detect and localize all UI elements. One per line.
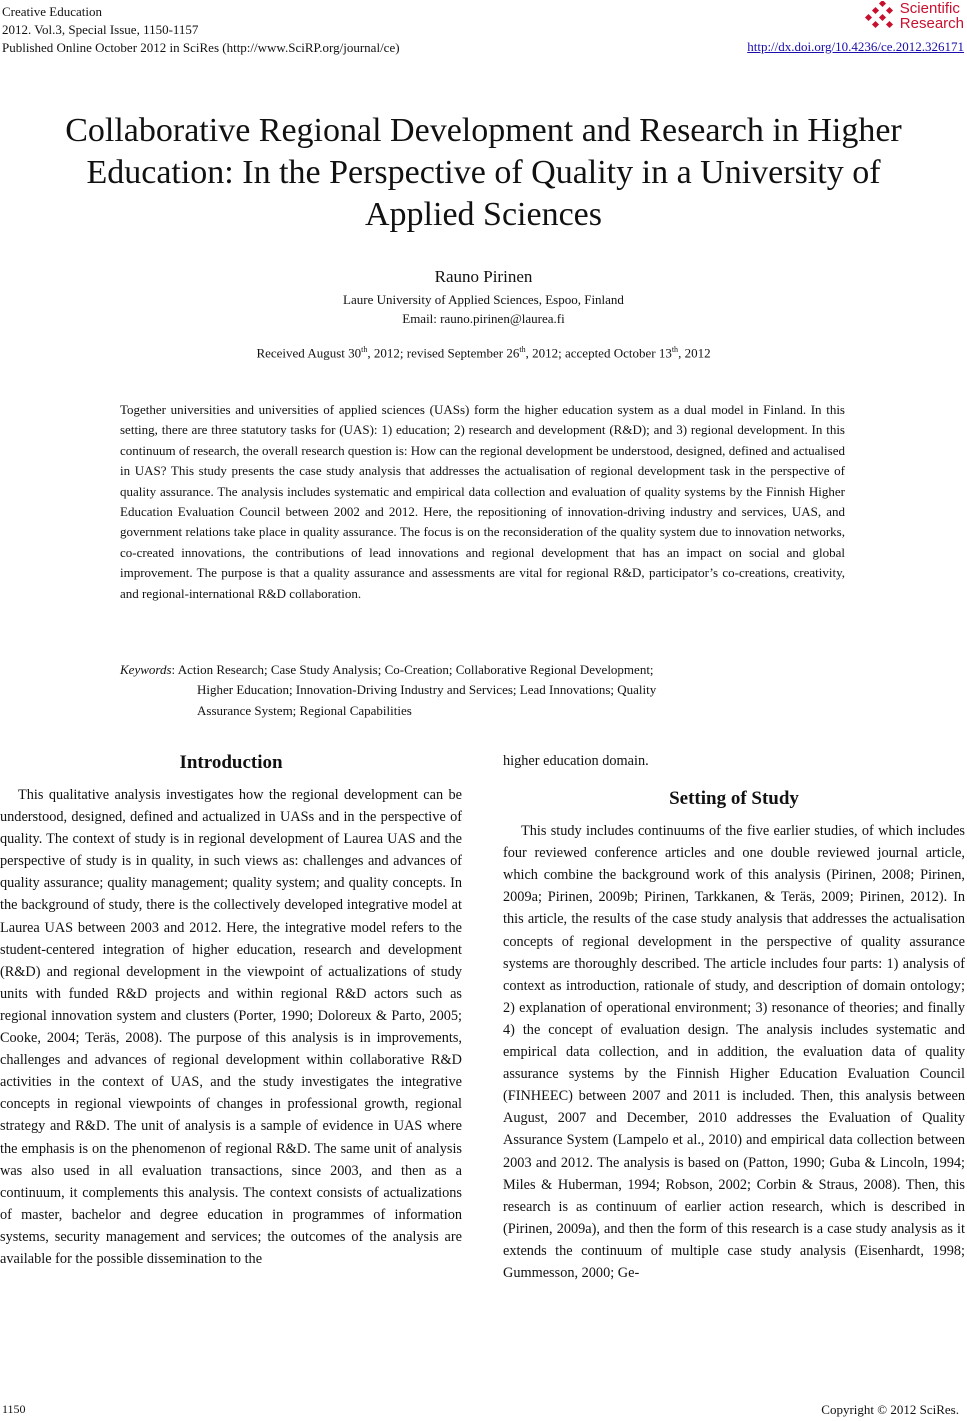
doi-link[interactable]: http://dx.doi.org/10.4236/ce.2012.326171 xyxy=(747,39,964,54)
received-part-1: Received August 30 xyxy=(256,345,362,361)
journal-issue: 2012. Vol.3, Special Issue, 1150-1157 xyxy=(2,22,199,37)
abstract-text: Together universities and universities of applied sciences (UASs) form the higher education system as a dual model in Finland. In this setting, there are three statutory tasks for (UAS): 1) education; 2) research and development (R&D); and 3) regional development. In this continuum of research, the overall research question is: How can the regional development be understood, designed, defined and actualised in UAS? This study presents the case study analysis that addresses the actualisation of regional development task in the perspective of quality assurance. The analysis includes systematic and empirical data collection and evaluation of quality systems by the Finnish Higher Education Evaluation Council between 2002 and 2012. Here, the repositioning of innovation-driving industry and services, UAS, and government relations take place in quality assurance. The focus is on the reconsideration of the quality system due to innovation networks, co-created innovations, the contributions of lead innovations and regional development that has an impact on social and global improvement. The purpose is that a quality assurance and assessments are vital for regional R&D, participator’s co-creations, creativity, and regional-international R&D collaboration. xyxy=(120,402,845,601)
copyright-notice: Copyright © 2012 SciRes. xyxy=(821,1402,959,1417)
received-sup-2: th xyxy=(519,345,526,354)
keywords-line-3: Assurance System; Regional Capabilities xyxy=(197,702,412,718)
keywords-block: Keywords: Action Research; Case Study Analysis; Co-Creation; Collaborative Regional Development; Higher Education; Innovation-Driving Industry and Services; Lead Innovations; Quality Assurance System; Regional Capabilities xyxy=(120,660,845,721)
received-sup-1: th xyxy=(361,345,368,354)
introduction-heading: Introduction xyxy=(179,752,283,773)
logo-icon xyxy=(864,1,898,31)
author-affiliation: Laure University of Applied Sciences, Espoo, Finland xyxy=(343,292,624,307)
author-email: Email: rauno.pirinen@laurea.fi xyxy=(402,311,565,326)
title-line-1: Collaborative Regional Development and Research in Higher xyxy=(65,112,902,149)
publication-info: Published Online October 2012 in SciRes (http://www.SciRP.org/journal/ce) xyxy=(2,40,400,55)
left-column xyxy=(0,750,462,1270)
received-part-2: , 2012; revised September 26 xyxy=(367,345,520,361)
received-sup-3: th xyxy=(671,345,679,354)
introduction-paragraph: This qualitative analysis investigates how the regional development can be understood, designed, defined and actualized in UASs and in the perspective of quality. The context of study is in regional development of Laurea UAS and the perspective of study is in quality, in such views as: challenges and advances of quality assurance; quality management; quality system; and quality concepts. In the background of study, there is the collectively developed integrative model at Laurea UAS between 2003 and 2012. Here, the integrative model refers to the student-centered integration of higher education, research and development (R&D) and regional development in the viewpoint of actualizations of study units with funded R&D projects and within regional R&D actors such as regional innovation system and clusters (Porter, 1990; Doloreux & Parto, 2005; Cooke, 2004; Teräs, 2008). The purpose of this analysis is in improvements, challenges and advances of regional development within collaborative R&D activities in the context of UAS, and the study investigates the integrative concepts in regional viewpoints of changes in professional growth, regional strategy and R&D. The unit of analysis is a sample of evidence in UAS where the emphasis is on the phenomenon of regional R&D. The same unit of analysis was also used in all evaluation transactions, since 2003, and then as a continuum, it complements this analysis. The context consists of actualizations of master, bachelor and degree education in programmes of information systems, security management and services; the outcomes of the analysis are available for the possible dissemination to the xyxy=(0,787,462,1267)
setting-of-study-paragraph: This study includes continuums of the five earlier studies, of which includes four reviewed conference articles and one double reviewed journal article, which combine the background work of this analysis (Pirinen, 2008; Pirinen, 2009a; Pirinen, 2009b; Pirinen, Tarkkanen, & Teräs, 2009; Pirinen, 2012). In this article, the results of the case study analysis that addresses the actualisation concepts of regional development in the perspective of quality assurance systems are thoroughly described. The article includes four parts: 1) analysis of context as introduction, rationale of study, and description of domain ontology; 2) explanation of operational environment; 3) resonance of theories; and finally 4) the concept of evaluation design. The analysis includes systematic and empirical data collection, and in addition, the evaluation data of quality assurance systems by the Finnish Higher Education Evaluation Council (FINHEEC) between 2007 and 2011 is included. Then, this analysis between August, 2007 and December, 2010 addresses the Evaluation of Quality Assurance System (Lampelo et al., 2010) and empirical data collection between 2003 and 2012. The analysis is based on (Patton, 1990; Guba & Lincoln, 1994; Miles & Huberman, 1994; Robson, 2002; Corbin & Straus, 2008). Then, this research is as continuum of earlier action research, which is described in (Pirinen, 2009a), and then the form of this research is a case study analysis as it extends the continuum of multiple case study analysis (Eisenhardt, 1998; Gummesson, 2000; Ge- xyxy=(503,823,965,1281)
keywords-label: Keywords xyxy=(120,662,172,677)
author-details xyxy=(0,290,967,328)
title-line-3: Applied Sciences xyxy=(365,196,602,233)
scientific-research-logo xyxy=(864,1,964,31)
keywords-line-1: Action Research; Case Study Analysis; Co-Creation; Collaborative Regional Development; xyxy=(177,662,654,677)
introduction-continued: higher education domain. xyxy=(503,753,649,769)
received-dates xyxy=(0,345,967,361)
setting-of-study-heading: Setting of Study xyxy=(669,788,799,810)
logo-text-research: Research xyxy=(899,15,964,32)
right-column xyxy=(503,750,965,1284)
received-part-3: , 2012; accepted October 13 xyxy=(525,345,672,361)
author-name: Rauno Pirinen xyxy=(434,267,533,286)
keywords-line-2: Higher Education; Innovation-Driving Industry and Services; Lead Innovations; Quality xyxy=(197,682,657,698)
title-line-2: Education: In the Perspective of Quality in a University of xyxy=(86,154,881,191)
journal-header xyxy=(2,3,400,57)
page-number: 1150 xyxy=(2,1402,26,1416)
paper-title xyxy=(0,110,967,236)
journal-name: Creative Education xyxy=(2,4,102,19)
logo-text-scientific: Scientific xyxy=(899,0,960,17)
received-part-4: , 2012 xyxy=(678,345,711,361)
